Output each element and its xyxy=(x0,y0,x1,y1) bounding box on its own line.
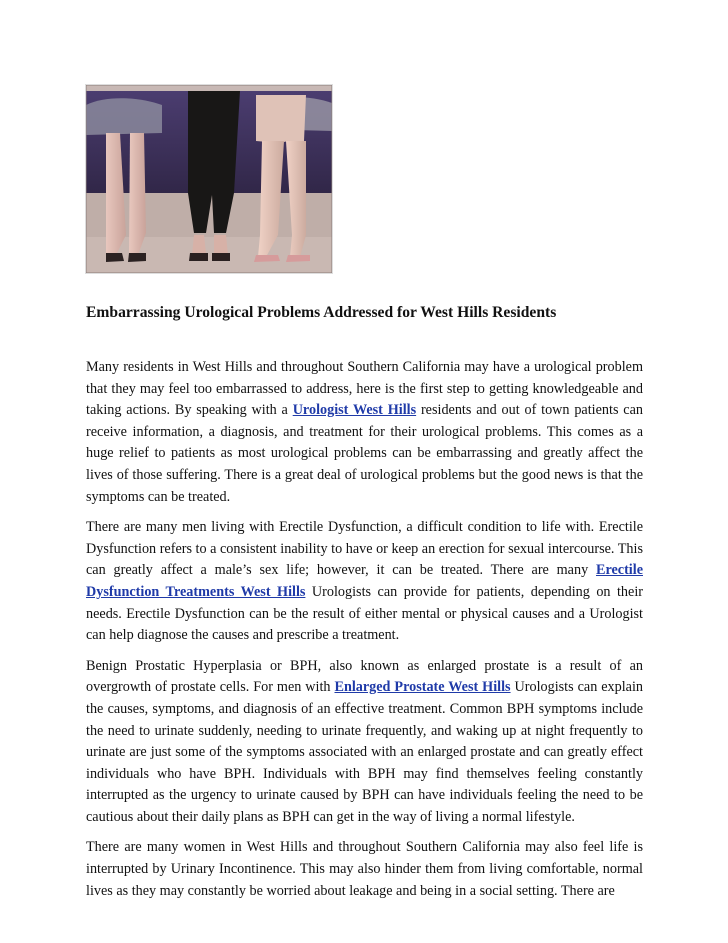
three-women-sitting-photo xyxy=(85,84,333,274)
paragraph-text: residents and out of town patients can receive information, a diagnosis, and treatment for their urological problems. This comes as a huge relief to patients as most urological problems can be embarrassing and greatly affect the lives of those suffering. There is a great deal of urological problems but the good news is that the symptoms can be treated. xyxy=(86,402,643,505)
paragraph-text: Many residents in West Hills and throughout Southern California may have a urological problem that they may feel too embarrassed to address, here is the first step to getting knowledgeable and taking actions. By speaking with a xyxy=(86,359,643,419)
erectile-dysfunction-treatments-link[interactable]: Erectile Dysfunction Treatments West Hills xyxy=(86,562,643,600)
paragraph-bph xyxy=(86,656,643,829)
paragraph-urologist xyxy=(86,357,643,508)
article-body xyxy=(86,357,643,911)
document-title: Embarrassing Urological Problems Addressed for West Hills Residents xyxy=(86,304,557,321)
paragraph-text: There are many men living with Erectile Dysfunction, a difficult condition to life with. Erectile Dysfunction refers to a consistent inability to have or keep an erection for sexual intercourse. This can greatly affect a male’s sex life; however, it can be treated. There are many xyxy=(86,519,643,579)
paragraph-text: Urologists can explain the causes, symptoms, and diagnosis of an effective treatment. Common BPH symptoms include the need to urinate suddenly, needing to urinate frequently, and waking up at night frequently to urinate are just some of the symptoms associated with an enlarged prostate and can greatly effect individuals who have BPH. Individuals with BPH may find themselves feeling constantly interrupted as the urgency to urinate caused by BPH can have individuals feeling the need to be cautious about their daily plans as BPH can get in the way of living a normal lifestyle. xyxy=(86,679,643,825)
enlarged-prostate-link[interactable]: Enlarged Prostate West Hills xyxy=(334,679,511,696)
paragraph-text: There are many women in West Hills and throughout Southern California may also feel life is interrupted by Urinary Incontinence. This may also hinder them from living comfortable, normal lives as they may constantly be worried about leakage and being in a social setting. There are xyxy=(86,839,643,899)
paragraph-urinary-incontinence xyxy=(86,837,643,902)
paragraph-erectile-dysfunction xyxy=(86,517,643,647)
paragraph-text: Benign Prostatic Hyperplasia or BPH, also known as enlarged prostate is a result of an overgrowth of prostate cells. For men with xyxy=(86,657,643,696)
urologist-west-hills-link[interactable]: Urologist West Hills xyxy=(292,402,417,419)
paragraph-text: Urologists can provide for patients, depending on their needs. Erectile Dysfunction can be the result of either mental or physical causes and a Urologist can help diagnose the causes and prescribe a treatment. xyxy=(86,583,643,644)
